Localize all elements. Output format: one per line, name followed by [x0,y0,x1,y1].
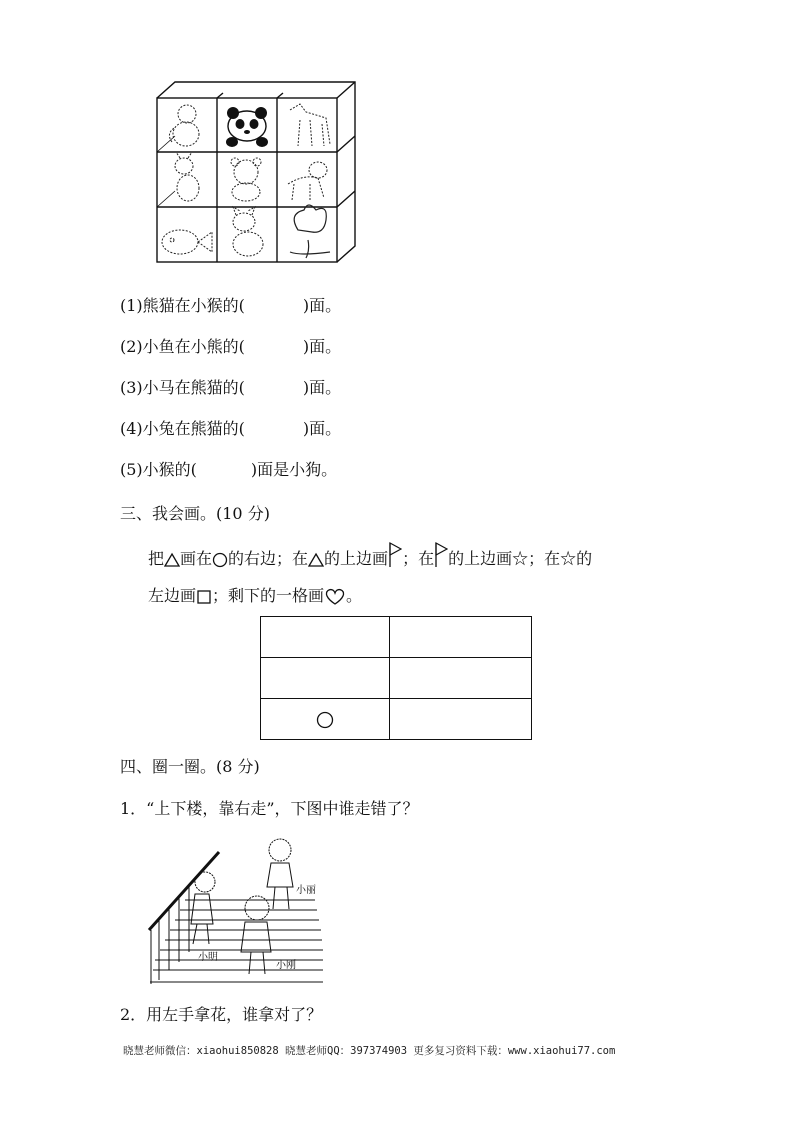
bear-picture [231,158,261,201]
staircase-illustration [145,830,325,990]
circle-icon [212,552,228,568]
page-footer: 晓慧老师微信：xiaohui850828 晓慧老师QQ：397374903 更多复习资料下载：www.xiaohui77.com [123,1045,616,1057]
question-3-suffix: )面。 [302,378,342,397]
question-1 [120,296,341,316]
grid-cell-r1c1[interactable] [261,617,390,658]
fish-picture [162,230,212,254]
question-1-suffix: )面。 [302,296,342,315]
flag-icon [388,542,402,568]
monkey-picture [169,105,199,146]
question-2-suffix: )面。 [302,337,342,356]
grid-cell-r1c2[interactable] [390,617,532,658]
question-1-prefix: (1)熊猫在小猴的( [120,296,245,315]
animal-cabinet-illustration [150,80,362,266]
child-xiaogang-figure [241,896,271,974]
section-3-instruction-line-1: 把 画在 的右边；在 的上边画 ；在 的上边画☆；在☆的 [148,549,592,569]
section-4-heading: 四、圈一圈。(8 分) [120,757,260,776]
section-3-instruction-line-2: 左边画 ；剩下的一格画 。 [148,586,363,605]
question-5-suffix: )面是小狗。 [250,460,338,479]
flag-icon [434,542,448,568]
horse-picture [290,104,330,146]
dog-picture [288,162,327,200]
question-2 [120,337,341,357]
label-xiaoming: 小明 [198,952,218,963]
label-xiaogang: 小刚 [276,960,296,971]
label-xiaoli: 小丽 [296,885,316,896]
question-4-suffix: )面。 [302,419,342,438]
question-5-prefix: (5)小猴的( [120,460,197,479]
section-4-question-1: 1．“上下楼，靠右走”，下图中谁走错了？ [120,799,419,818]
rabbit-picture [175,152,199,201]
triangle-icon [164,552,180,568]
child-xiaoming-figure [191,872,215,944]
question-4-prefix: (4)小兔在熊猫的( [120,419,245,438]
grid-cell-r2c1[interactable] [261,658,390,699]
grid-cell-r3c2[interactable] [390,699,532,740]
cat-picture [233,207,263,256]
circle-icon [316,711,334,729]
section-3-heading: 三、我会画。(10 分) [120,504,270,523]
question-3-prefix: (3)小马在熊猫的( [120,378,245,397]
child-xiaoli-figure [267,839,293,909]
question-3 [120,378,341,398]
question-2-prefix: (2)小鱼在小熊的( [120,337,245,356]
section-4-question-2: 2．用左手拿花，谁拿对了？ [120,1005,323,1024]
panda-picture [226,107,268,147]
drawing-grid [260,616,532,740]
triangle-icon [308,552,324,568]
flower-picture [290,205,330,258]
grid-cell-r3c1[interactable] [261,699,390,740]
square-icon [196,589,212,605]
heart-icon [324,588,346,606]
question-5 [120,460,337,480]
question-4 [120,419,341,439]
grid-cell-r2c2[interactable] [390,658,532,699]
